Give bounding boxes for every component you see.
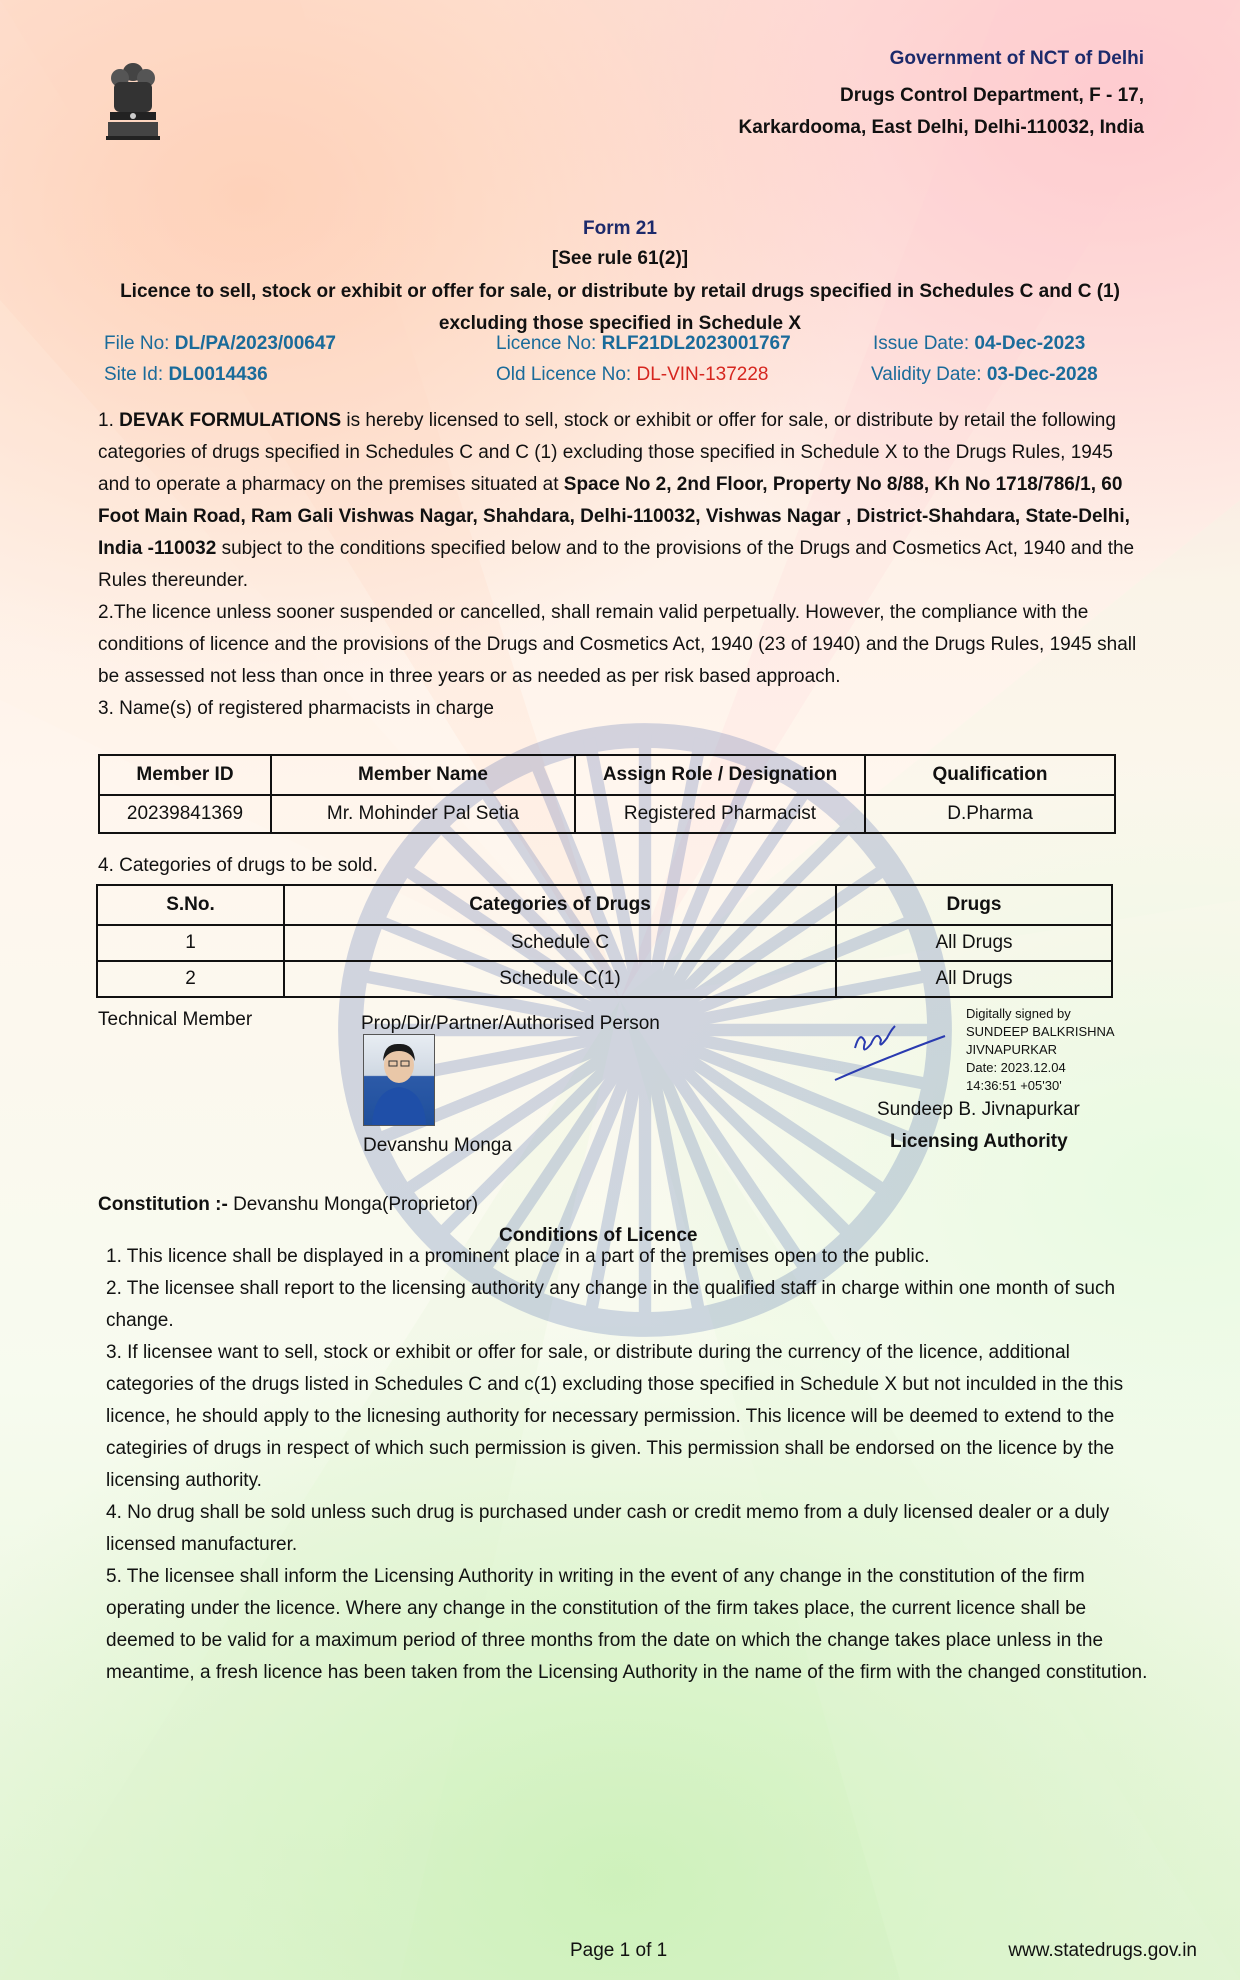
licence-title: Licence to sell, stock or exhibit or offer for sale, or distribute by retail drugs specified in Schedules C and C (1) excluding those specified in Schedule X <box>120 281 1120 334</box>
digital-line: JIVNAPURKAR <box>966 1042 1058 1057</box>
site-id-label: Site Id: <box>104 364 164 385</box>
table-row <box>97 961 1112 997</box>
table-header-row <box>99 755 1115 795</box>
category-cell: Schedule C <box>284 925 836 961</box>
proprietor-photo <box>363 1034 435 1126</box>
pharmacists-table <box>98 754 1116 834</box>
col-member-id: Member ID <box>99 755 271 795</box>
digital-signature-block <box>966 1005 1136 1095</box>
condition-item: 5. The licensee shall inform the Licensing Authority in writing in the event of any change in the constitution of the firm operating under the licence. Where any change in the constitution of the firm takes place, the current licence shall be deemed to be valid for a maximum period of three months from the date on which the change takes place unless in the meantime, a fresh licence has been taken from the Licensing Authority in the name of the firm with the changed constitution. <box>106 1566 1148 1683</box>
licence-no-label: Licence No: <box>496 333 597 354</box>
condition-item: 1. This licence shall be displayed in a prominent place in a part of the premises open to the public. <box>106 1246 930 1267</box>
sno-cell: 1 <box>97 925 284 961</box>
premises-address: Space No 2, 2nd Floor, Property No 8/88, Kh No 1718/786/1, 60 Foot Main Road, Ram Gali Vishwas Nagar, Shahdara, Delhi-110032, Vishwas Nagar , District-Shahdara, State-Delhi, India -110032 <box>98 474 1130 559</box>
technical-member-label: Technical Member <box>98 1009 253 1030</box>
department-line: Drugs Control Department, F - 17, <box>839 85 1144 106</box>
site-id <box>104 364 268 386</box>
col-categories: Categories of Drugs <box>284 885 836 925</box>
validity-date-value: 03-Dec-2028 <box>986 364 1098 385</box>
licence-no <box>496 333 791 355</box>
col-sno: S.No. <box>97 885 284 925</box>
digital-line: SUNDEEP BALKRISHNA <box>966 1024 1115 1039</box>
authority-name: Sundeep B. Jivnapurkar <box>877 1099 1080 1120</box>
validity-date <box>871 364 1098 386</box>
conditions-title: Conditions of Licence <box>499 1225 698 1246</box>
constitution <box>98 1194 478 1216</box>
constitution-value: Devanshu Monga(Proprietor) <box>227 1194 479 1215</box>
condition-item: 3. If licensee want to sell, stock or exhibit or offer for sale, or distribute during the currency of the licence, additional categories of the drugs listed in Schedules C and c(1) excluding those specified in Schedule X but not inculded in the this licence, he should apply to the licnesing authority for necessary permission. This licence will be deemed to extend to the categiries of drugs in respect of which such permission is given. This permission shall be endorsed on the licence by the licensing authority. <box>106 1342 1124 1491</box>
prop-label: Prop/Dir/Partner/Authorised Person <box>361 1013 660 1034</box>
digital-line: 14:36:51 +05'30' <box>966 1078 1062 1093</box>
constitution-label: Constitution :- <box>98 1194 228 1215</box>
col-role: Assign Role / Designation <box>575 755 865 795</box>
category-cell: Schedule C(1) <box>284 961 836 997</box>
clause-1-text-a: is hereby licensed to sell, stock or exhibit or offer for sale, or distribute by retail the following categories of drugs specified in Schedules C and C (1) excluding those specified in Schedule X to the Drugs Rules, 1945 and to operate a pharmacy on the premises situated at <box>98 410 1116 495</box>
address-line: Karkardooma, East Delhi, Delhi-110032, India <box>738 117 1144 138</box>
col-drugs: Drugs <box>836 885 1112 925</box>
drugs-cell: All Drugs <box>836 925 1112 961</box>
clause-4: 4. Categories of drugs to be sold. <box>98 855 378 876</box>
digital-line: Date: 2023.12.04 <box>966 1060 1066 1075</box>
rule-reference: [See rule 61(2)] <box>551 248 689 269</box>
old-licence-value: DL-VIN-137228 <box>636 364 769 385</box>
digital-line: Digitally signed by <box>966 1006 1071 1021</box>
sno-cell: 2 <box>97 961 284 997</box>
issue-date <box>873 333 1085 355</box>
issue-date-value: 04-Dec-2023 <box>974 333 1086 354</box>
clause-1-prefix: 1. <box>98 410 120 431</box>
validity-label: Validity Date: <box>871 364 982 385</box>
clause-3: 3. Name(s) of registered pharmacists in charge <box>98 698 494 719</box>
clause-1 <box>98 405 1146 597</box>
old-licence-label: Old Licence No: <box>496 364 632 385</box>
clause-1-text-b: subject to the conditions specified below and to the provisions of the Drugs and Cosmetics Act, 1940 and the Rules thereunder. <box>98 538 1135 591</box>
authority-title: Licensing Authority <box>890 1131 1068 1152</box>
condition-item: 4. No drug shall be sold unless such drug is purchased under cash or credit memo from a duly licensed dealer or a duly licensed manufacturer. <box>106 1502 1110 1555</box>
role-cell: Registered Pharmacist <box>575 795 865 833</box>
table-row <box>99 795 1115 833</box>
qualification-cell: D.Pharma <box>865 795 1115 833</box>
state-emblem-icon <box>100 60 166 144</box>
member-name-cell: Mr. Mohinder Pal Setia <box>271 795 575 833</box>
file-no-value: DL/PA/2023/00647 <box>174 333 336 354</box>
government-name: Government of NCT of Delhi <box>889 48 1144 69</box>
categories-table <box>96 884 1113 998</box>
col-member-name: Member Name <box>271 755 575 795</box>
firm-name: DEVAK FORMULATIONS <box>119 410 342 431</box>
member-id-cell: 20239841369 <box>99 795 271 833</box>
old-licence-no <box>496 364 769 386</box>
table-header-row <box>97 885 1112 925</box>
col-qualification: Qualification <box>865 755 1115 795</box>
form-title: Form 21 <box>583 218 657 239</box>
website-link[interactable]: www.statedrugs.gov.in <box>1008 1940 1197 1961</box>
signature-scribble-icon <box>825 1008 975 1088</box>
licence-no-value: RLF21DL2023001767 <box>601 333 791 354</box>
proprietor-name: Devanshu Monga <box>363 1135 512 1156</box>
drugs-cell: All Drugs <box>836 961 1112 997</box>
table-row <box>97 925 1112 961</box>
issue-date-label: Issue Date: <box>873 333 970 354</box>
condition-item: 2. The licensee shall report to the licensing authority any change in the qualified staff in charge within one month of such change. <box>106 1278 1116 1331</box>
site-id-value: DL0014436 <box>168 364 268 385</box>
clause-2: 2.The licence unless sooner suspended or cancelled, shall remain valid perpetually. However, the compliance with the conditions of licence and the provisions of the Drugs and Cosmetics Act, 1940 (23 of 1940) and the Drugs Rules, 1945 shall be assessed not less than once in three years or as needed as per risk based approach. <box>98 602 1137 687</box>
file-no <box>104 333 336 355</box>
file-no-label: File No: <box>104 333 170 354</box>
page-number: Page 1 of 1 <box>570 1940 668 1961</box>
